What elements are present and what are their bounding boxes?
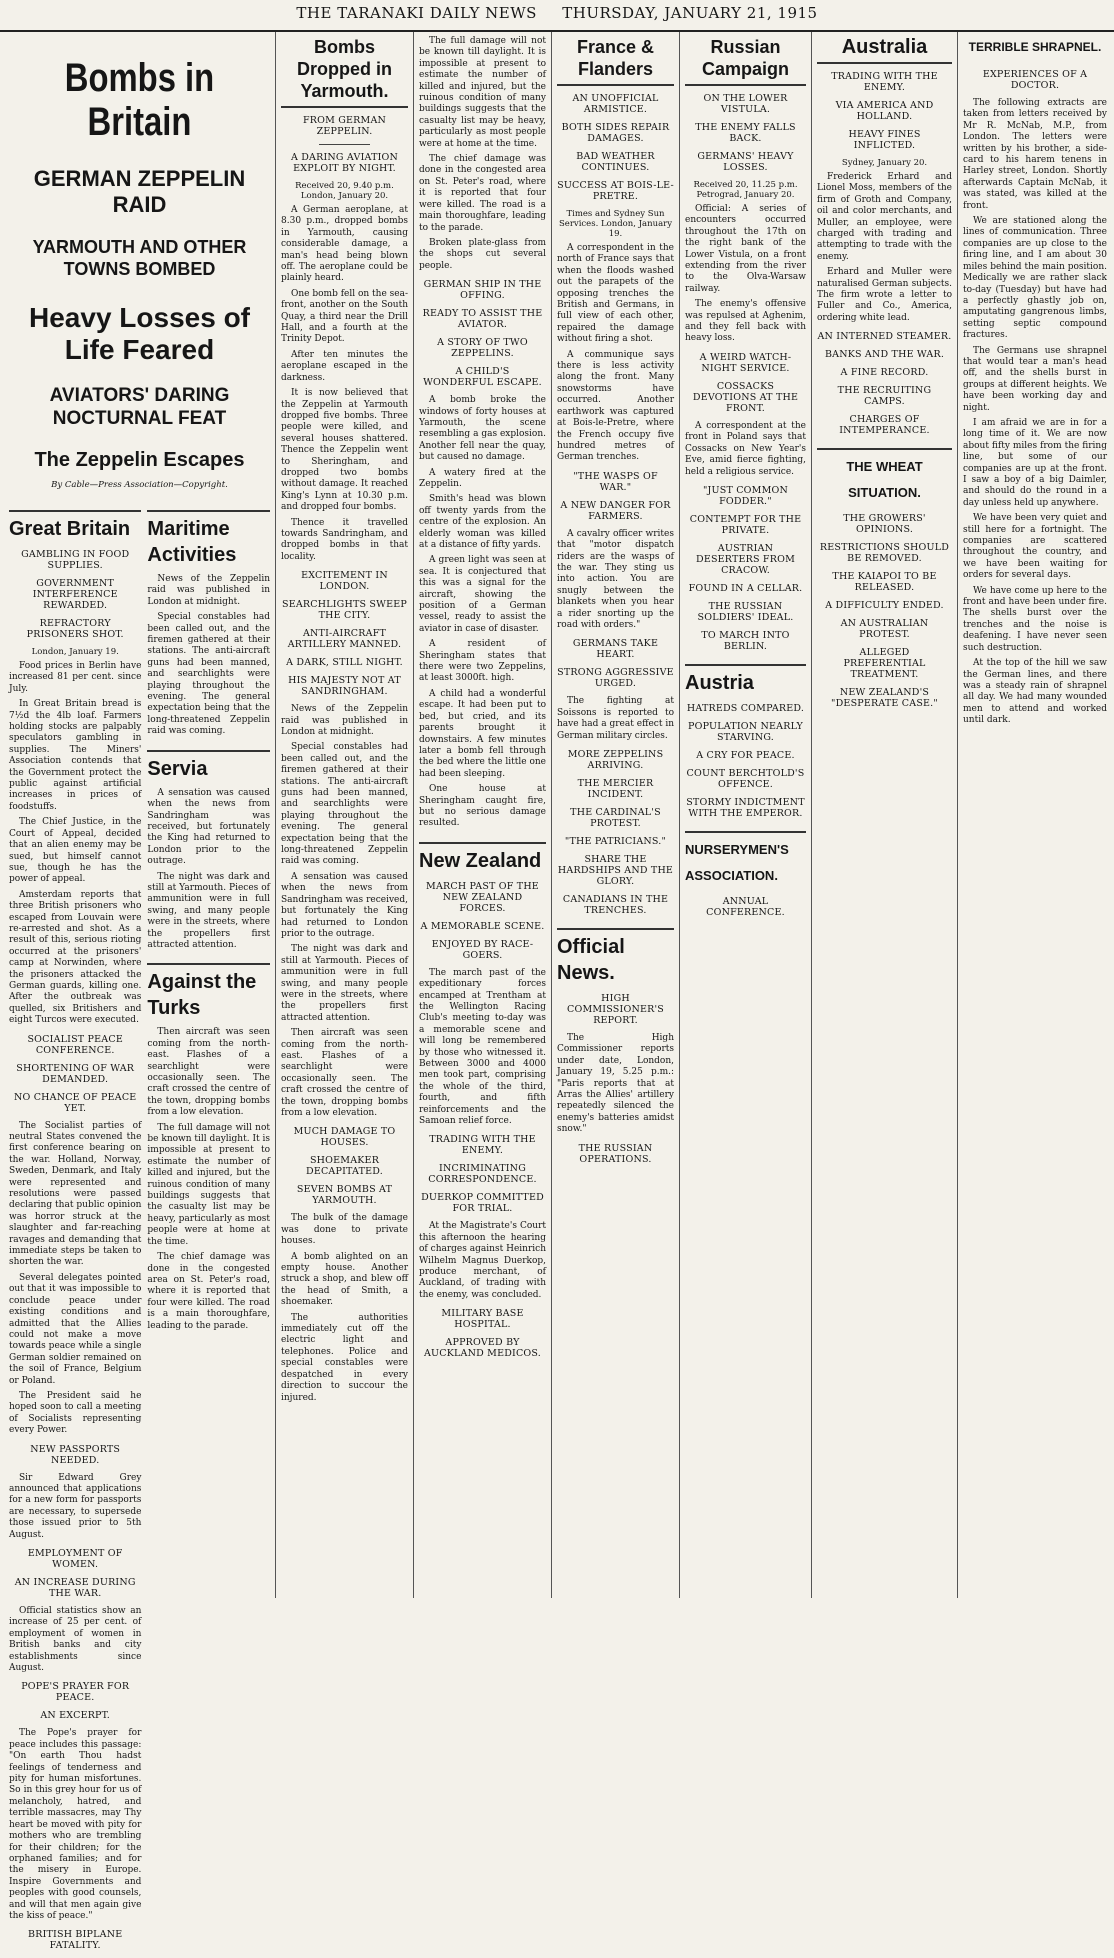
great-britain-block — [9, 498, 141, 1958]
heading-france-flanders: France & Flanders — [557, 36, 674, 86]
subhead: A DARING AVIATION EXPLOIT BY NIGHT. — [290, 152, 399, 174]
subhead: HIS MAJESTY NOT AT SANDRINGHAM. — [288, 675, 401, 698]
paragraph: A bomb alighted on an empty house. Another struck a shop, and blew off the head of Smith, a shoemaker. — [281, 1251, 408, 1308]
subhead: A MEMORABLE SCENE. — [420, 920, 545, 932]
subhead: RESTRICTIONS SHOULD BE REMOVED. — [819, 542, 950, 565]
subhead: THE ENEMY FALLS BACK. — [695, 122, 796, 144]
subhead: THE RECRUITING CAMPS. — [837, 385, 932, 408]
paragraph: At the Magistrate's Court this afternoon the hearing of charges against Heinrich Wilhelm Magnus Duerkop, produce merchant, of Auckland, of trading with the enemy, was concluded. — [419, 1221, 546, 1300]
subhead: THE KAIAPOI TO BE RELEASED. — [832, 571, 937, 594]
column-lead — [4, 32, 276, 1952]
section-great-britain: Great Britain — [9, 510, 141, 542]
paragraph: One house at Sheringham caught fire, but no serious damage resulted. — [419, 784, 546, 829]
lead-deck-yarmouth: YARMOUTH AND OTHER TOWNS BOMBED — [32, 237, 247, 279]
section-austria: Austria — [685, 664, 806, 696]
paragraph: A correspondent at the front in Poland says that Cossacks on New Year's Eve, amid fierce fighting, held a religious service. — [685, 420, 806, 477]
paragraph: The authorities immediately cut off the electric light and telephones. Police and special constables were despatched in every direction to succour the injured. — [281, 1312, 408, 1403]
paragraph: The bulk of the damage was done to private houses. — [281, 1213, 408, 1247]
subhead: "THE WASPS OF WAR." — [573, 470, 658, 493]
paragraph: A green light was seen at sea. It is conjectured that this was a signal for the aircraft, showing the position of a German vessel, ready to assist the aviator in case of disaster. — [419, 555, 546, 634]
paragraph: The High Commissioner reports under date, London, January 19, 5.25 p.m.: "Paris reports that at Arras the Allies' artillery repeatedly silenced the enemy's batteries amidst snow." — [557, 1033, 674, 1135]
subhead: HATREDS COMPARED. — [686, 702, 805, 714]
subhead: TO MARCH INTO BERLIN. — [701, 629, 790, 652]
subhead: ANNUAL CONFERENCE. — [706, 895, 785, 918]
paragraph: The full damage will not be known till daylight. It is impossible at present to estimate the number of killed and injured, but the ruinous condition of many buildings suggests that the casualty list may be heavy, particularly as most people were at home at the time. — [147, 1122, 270, 1247]
subhead: TRADING WITH THE ENEMY. — [429, 1134, 536, 1157]
dateline: Received 20, 9.40 p.m. London, January 20. — [295, 181, 394, 201]
subhead: POPE'S PRAYER FOR PEACE. — [21, 1681, 130, 1704]
subhead: A DARK, STILL NIGHT. — [286, 657, 403, 669]
subhead: SHOEMAKER DECAPITATED. — [306, 1155, 383, 1178]
subhead: VIA AMERICA AND HOLLAND. — [835, 100, 934, 122]
subhead: "THE PATRICIANS." — [564, 836, 667, 847]
subhead: AN AUSTRALIAN PROTEST. — [840, 618, 929, 641]
column-shrapnel — [958, 32, 1112, 1598]
subhead: AN UNOFFICIAL ARMISTICE. — [572, 93, 659, 115]
subhead: EXCITEMENT IN LONDON. — [301, 570, 388, 593]
paragraph: A communique says there is less activity along the front. Many snowstorms have occurred. Another earthwork was captured at Bois-le-Pretre, where the French occupy five hundred metres of German trenches. — [557, 349, 674, 463]
subhead: THE RUSSIAN OPERATIONS. — [578, 1142, 653, 1165]
subhead: SHORTENING OF WAR DEMANDED. — [16, 1062, 135, 1085]
paragraph: The full damage will not be known till daylight. It is impossible at present to estimate the number of killed and injured, but the ruinous condition of many buildings suggests that the casualty list may be heavy, particularly as most people were at home at the time. — [419, 36, 546, 149]
paragraph: Then aircraft was seen coming from the north-east. Flashes of a searchlight were occasionally seen. The craft crossed the centre of the town, dropping bombs from a low elevation. — [281, 1028, 408, 1118]
paragraph: Broken plate-glass from the shops cut several people. — [419, 237, 546, 271]
paragraph: At the top of the hill we saw the German lines, and there was a steady rain of shrapnel all day. We had many wounded men to attend and worked until dark. — [963, 658, 1107, 726]
paragraph: The fighting at Soissons is reported to have had a great effect in German military circles. — [557, 696, 674, 741]
paragraph: We have been very quiet and still here for a fortnight. The companies are scattered throughout the country, and we have been waiting for orders for several days. — [963, 513, 1107, 581]
subhead: A WEIRD WATCH-NIGHT SERVICE. — [699, 351, 792, 374]
heading-russian-campaign: Russian Campaign — [685, 36, 806, 86]
paragraph: A cavalry officer writes that "motor dispatch riders are the wasps of the war. They sting us into action. You are snugly between the blankets when you hear a rider snorting up the road with orders." — [557, 528, 674, 630]
heading-shrapnel: TERRIBLE SHRAPNEL. — [968, 40, 1102, 54]
subhead: CANADIANS IN THE TRENCHES. — [562, 894, 669, 916]
subhead: THE CARDINAL'S PROTEST. — [570, 807, 661, 829]
column-france-flanders — [552, 32, 680, 1598]
subhead: REFRACTORY PRISONERS SHOT. — [26, 618, 124, 640]
lead-headline: Bombs in Britain — [64, 56, 215, 144]
paragraph: Sir Edward Grey announced that applications for a new form for passports are necessary, to supersede those issued prior to 5th August. — [9, 1472, 142, 1540]
column-australia — [812, 32, 958, 1598]
paragraph: The night was dark and still at Yarmouth. Pieces of ammunition were in full swing, and many people were in the streets, where the propellers first attracted attention. — [147, 871, 270, 950]
subhead: A FINE RECORD. — [840, 367, 929, 379]
column-new-zealand — [414, 32, 552, 1598]
subhead: COUNT BERCHTOLD'S OFFENCE. — [686, 767, 805, 790]
subhead: A DIFFICULTY ENDED. — [825, 600, 944, 612]
paragraph: Erhard and Muller were naturalised German subjects. The firm wrote a letter to Fuller and Co., America, ordering white lead. — [817, 267, 952, 323]
section-turks: Against the Turks — [147, 963, 270, 1021]
paragraph: A child had a wonderful escape. It had been put to bed, but cried, and its parents brought it downstairs. A few minutes later a bomb fell through the bed where the little one had been sleeping. — [419, 688, 546, 779]
paragraph: The chief damage was done in the congested area on St. Peter's road, where it is reported that four were killed. The road is a main thoroughfare, leading to the parade. — [419, 154, 546, 233]
columns — [4, 32, 1112, 1952]
subhead: FROM GERMAN ZEPPELIN. — [302, 115, 387, 137]
subhead: AN INCREASE DURING THE WAR. — [14, 1577, 136, 1599]
subhead: DUERKOP COMMITTED FOR TRIAL. — [421, 1192, 544, 1215]
paragraph: Special constables had been called out, and the firemen gathered at their stations. The anti-aircraft guns had been manned, and searchlights were playing throughout the evening. The general expectation being that the long-threatened Zeppelin raid was coming. — [147, 612, 270, 737]
paragraph: Amsterdam reports that three British prisoners who escaped from Louvain were re-arrested and shot. As a result of this, serious rioting occurred at the prisoners' camp at Norwinden, where the prisoners attacked the German guards, killing one. After the outbreak was quelled, six Britishers and eight Turcos were executed. — [9, 889, 142, 1026]
subhead: AUSTRIAN DESERTERS FROM CRACOW. — [696, 542, 795, 576]
subhead: HIGH COMMISSIONER'S REPORT. — [567, 993, 664, 1026]
subhead: THE MERCIER INCIDENT. — [577, 778, 654, 800]
subhead: ALLEGED PREFERENTIAL TREATMENT. — [843, 647, 926, 681]
subhead: MARCH PAST OF THE NEW ZEALAND FORCES. — [426, 880, 539, 914]
subhead: A CRY FOR PEACE. — [696, 749, 795, 761]
subhead: FOUND IN A CELLAR. — [688, 582, 803, 594]
subhead: EXPERIENCES OF A DOCTOR. — [982, 69, 1088, 91]
subhead: NEW ZEALAND'S "DESPERATE CASE." — [831, 687, 938, 710]
paragraph: The Pope's prayer for peace includes this passage: "On earth Thou hadst feelings of tenderness and pity for human misfortunes. So in this grey hour for us of melancholy, hatred, and terrible massacres, may Thy heart be moved with pity for mothers who are trembling for their children; for the orphaned families; and for the misery in Europe. Inspire Governments and peoples with good counsels, and will that men again give the kiss of peace." — [9, 1728, 142, 1921]
subhead: BANKS AND THE WAR. — [824, 349, 945, 361]
subhead: GERMANS' HEAVY LOSSES. — [697, 151, 794, 173]
paragraph: News of the Zeppelin raid was published in London at midnight. — [147, 574, 270, 607]
subhead: MILITARY BASE HOSPITAL. — [441, 1308, 524, 1331]
lead-deck-aviators: AVIATORS' DARING NOCTURNAL FEAT — [49, 385, 230, 429]
paragraph: A bomb broke the windows of forty houses at Yarmouth, the scene resembling a gas explosion. Another fell near the quay, but caused no damage. — [419, 395, 546, 463]
subhead: ENJOYED BY RACE-GOERS. — [431, 938, 534, 961]
subhead: A CHILD'S WONDERFUL ESCAPE. — [423, 366, 542, 389]
subhead: APPROVED BY AUCKLAND MEDICOS. — [423, 1337, 542, 1360]
subhead: THE RUSSIAN SOLDIERS' IDEAL. — [697, 600, 794, 623]
paragraph: News of the Zeppelin raid was published in London at midnight. — [281, 704, 408, 737]
heading-yarmouth: Bombs Dropped in Yarmouth. — [281, 36, 408, 108]
subhead: HEAVY FINES INFLICTED. — [848, 129, 921, 151]
paragraph: A German aeroplane, at 8.30 p.m., dropped bombs in Yarmouth, causing considerable damage, a man's head being blown off. The aeroplane could be plainly heard. — [281, 205, 408, 284]
dateline: London, January 19. — [31, 647, 119, 657]
paragraph: In Great Britain bread is 7½d the 4lb loaf. Farmers holding stocks are palpably speculators gambling in supplies. The Miners' Association contends that the Government protect the public against artificial increases in prices of foodstuffs. — [9, 699, 142, 812]
paragraph: A correspondent in the north of France says that when the floods washed out the parapets of the opposing trenches the British and Germans, in full view of each other, repaired the damage without firing a shot. — [557, 243, 674, 345]
section-wheat: THE WHEAT SITUATION. — [817, 448, 952, 506]
dateline: Received 20, 11.25 p.m. Petrograd, January 20. — [693, 180, 798, 200]
subhead: A STORY OF TWO ZEPPELINS. — [437, 337, 528, 360]
subhead: GAMBLING IN FOOD SUPPLIES. — [21, 549, 130, 571]
subhead: SHARE THE HARDSHIPS AND THE GLORY. — [557, 854, 674, 887]
subhead: A NEW DANGER FOR FARMERS. — [560, 499, 671, 522]
section-new-zealand: New Zealand — [419, 842, 546, 874]
masthead-paper: THE TARANAKI DAILY NEWS — [296, 4, 537, 22]
subhead: THE GROWERS' OPINIONS. — [843, 513, 926, 536]
subhead: EMPLOYMENT OF WOMEN. — [27, 1548, 123, 1570]
paragraph: Food prices in Berlin have increased 81 per cent. since July. — [9, 661, 142, 694]
paragraph: The march past of the expeditionary forces encamped at Trentham at the Wellington Racing Club's meeting to-day was a memorable scene and will long be remembered by those who witnessed it. Between 3000 and 4000 men took part, comprising the whole of the third, fourth, and fifth reinforcements and the Samoan relief force. — [419, 967, 546, 1127]
lead-byline: By Cable—Press Association—Copyright. — [51, 480, 228, 490]
paragraph: The enemy's offensive was repulsed at Aghenim, and they fell back with heavy loss. — [685, 299, 806, 344]
subhead: NEW PASSPORTS NEEDED. — [30, 1443, 121, 1466]
subhead: TRADING WITH THE ENEMY. — [831, 71, 938, 93]
paragraph: Frederick Erhard and Lionel Moss, members of the firm of Groth and Company, oil and color merchants, and Muller, an employee, were charged with trading and attempting to trade with the enemy. — [817, 172, 952, 262]
heading-australia: Australia — [817, 36, 952, 64]
continued-block — [147, 498, 270, 1958]
subhead: AN EXCERPT. — [40, 1710, 111, 1722]
subhead: BAD WEATHER CONTINUES. — [576, 151, 655, 173]
paragraph: A sensation was caused when the news from Sandringham was received, but fortunately the King had returned to London prior to the outrage. — [147, 787, 270, 867]
subhead: BRITISH BIPLANE FATALITY. — [28, 1929, 123, 1952]
section-official-news: Official News. — [557, 928, 674, 986]
masthead — [0, 4, 1114, 32]
subhead: "JUST COMMON FODDER." — [702, 484, 789, 507]
subhead: SEVEN BOMBS AT YARMOUTH. — [296, 1184, 393, 1207]
paragraph: Thence it travelled towards Sandringham, and dropped bombs in that locality. — [281, 517, 408, 562]
paragraph: A watery fired at the Zeppelin. — [419, 467, 546, 489]
paragraph: The Socialist parties of neutral States convened the first conference bearing on the war. Holland, Norway, Sweden, Denmark, and Italy were represented and resolutions were passed declaring that public opinion was horror struck at the slaughter and far-reaching ravages and demanding that immediate steps be taken to shorten the war. — [9, 1120, 142, 1268]
paragraph: The Germans use shrapnel that would tear a man's head off, and the shells burst in groups at different heights. We have been working day and night. — [963, 345, 1107, 413]
subhead: READY TO ASSIST THE AVIATOR. — [422, 308, 543, 331]
section-nurserymen: NURSERYMEN'S ASSOCIATION. — [685, 831, 806, 889]
subhead: STORMY INDICTMENT WITH THE EMPEROR. — [686, 796, 805, 819]
paragraph: Official statistics show an increase of 25 per cent. of employment of women in British banks and city establishments since August. — [9, 1606, 142, 1674]
lead-deck-heavy-losses: Heavy Losses of Life Feared — [29, 302, 250, 365]
paragraph: The following extracts are taken from letters received by Mr R. McNab, M.P., from London. The letters were written by his brother, a side-card to his harem tenens in Harley street, London. Shortly afterwards Captain McNab, it was stated, was killed at the front. — [963, 98, 1107, 211]
subhead: CONTEMPT FOR THE PRIVATE. — [689, 513, 802, 536]
subhead: ON THE LOWER VISTULA. — [703, 93, 788, 115]
paragraph: Several delegates pointed out that it was impossible to conclude peace under existing conditions and admitted that the Allies could not make a move towards peace while a single German soldier remained on the soil of France, Belgium or Poland. — [9, 1272, 142, 1386]
subhead: SOCIALIST PEACE CONFERENCE. — [27, 1033, 123, 1056]
paragraph: A sensation was caused when the news from Sandringham was received, but fortunately the King had returned to London prior to the outrage. — [281, 871, 408, 939]
subhead: NO CHANCE OF PEACE YET. — [13, 1091, 137, 1114]
subhead: AN INTERNED STEAMER. — [817, 331, 952, 343]
lead-deck-escapes: The Zeppelin Escapes — [34, 449, 245, 471]
subhead: STRONG AGGRESSIVE URGED. — [557, 667, 674, 690]
paragraph: Then aircraft was seen coming from the north-east. Flashes of a searchlight were occasionally seen. The craft crossed the centre of the town, dropping bombs from a low elevation. — [147, 1027, 270, 1118]
paragraph: The night was dark and still at Yarmouth. Pieces of ammunition were in full swing, and many people were in the streets, where the propellers first attracted attention. — [281, 944, 408, 1023]
column-russian-campaign — [680, 32, 812, 1598]
paragraph: A resident of Sheringham states that there were two Zeppelins, at least 3000ft. high. — [419, 639, 546, 684]
paragraph: After ten minutes the aeroplane escaped in the darkness. — [281, 349, 408, 383]
dateline: Times and Sydney Sun Services. London, January 19. — [558, 209, 673, 239]
paragraph: Special constables had been called out, and the firemen gathered at their stations. The anti-aircraft guns had been manned, and searchlights were playing throughout the evening. The general expectation being that the long-threatened Zeppelin raid was coming. — [281, 742, 408, 867]
subhead: POPULATION NEARLY STARVING. — [688, 720, 803, 743]
subhead: ANTI-AIRCRAFT ARTILLERY MANNED. — [287, 628, 402, 651]
subhead: BOTH SIDES REPAIR DAMAGES. — [561, 122, 670, 144]
column-yarmouth — [276, 32, 414, 1598]
dateline: Sydney, January 20. — [841, 158, 928, 168]
paragraph: We have come up here to the front and have been under fire. The shells burst over the trenches and the noise is deafening. I have never seen such destruction. — [963, 585, 1107, 653]
subhead: CHARGES OF INTEMPERANCE. — [839, 414, 930, 437]
subhead: MORE ZEPPELINS ARRIVING. — [567, 749, 664, 771]
paragraph: The President said he hoped soon to call a meeting of Socialists representing every Power. — [9, 1390, 142, 1436]
subhead: COSSACKS DEVOTIONS AT THE FRONT. — [692, 380, 799, 414]
subhead: GOVERNMENT INTERFERENCE REWARDED. — [32, 578, 118, 611]
paragraph: The chief damage was done in the congested area on St. Peter's road, where it is reported that four were killed. The road is a main thoroughfare, leading to the parade. — [147, 1252, 270, 1331]
paragraph: It is now believed that the Zeppelin at Yarmouth dropped five bombs. Three people were killed, and several houses shattered. Thence the Zeppelin went to Sheringham, and dropped two bombs without damage. It reached King's Lynn at 10.30 p.m. and dropped four bombs. — [281, 388, 408, 513]
subhead: MUCH DAMAGE TO HOUSES. — [293, 1126, 396, 1149]
subhead: SEARCHLIGHTS SWEEP THE CITY. — [282, 599, 407, 622]
paragraph: I am afraid we are in for a long time of it. We are now about fifty miles from the firing line, but some of our companies are up at the front. I saw a boy of a big Daimler, and should do the round in a day unless held up anywhere. — [963, 417, 1107, 508]
paragraph: Smith's head was blown off twenty yards from the centre of the explosion. An elderly woman was killed at a distance of fifty yards. — [419, 494, 546, 550]
masthead-date: THURSDAY, JANUARY 21, 1915 — [562, 4, 818, 22]
section-servia: Servia — [147, 750, 270, 782]
paragraph: The Chief Justice, in the Court of Appeal, decided that an alien enemy may be sued, but himself cannot sue, though he has the power of appeal. — [9, 817, 142, 885]
section-maritime: Maritime Activities — [147, 510, 270, 568]
lead-deck-zeppelin-raid: GERMAN ZEPPELIN RAID — [33, 166, 246, 217]
paragraph: We are stationed along the lines of communication. Three companies are up close to the firing line, and I am about 30 miles behind the main position. Medically we are rather slack to-day (Tuesday) but have had a perfectly ghastly job on, amputating gangrenous limbs, setting septic compound fractures. — [963, 216, 1107, 341]
subhead: INCRIMINATING CORRESPONDENCE. — [428, 1163, 537, 1186]
subhead: GERMAN SHIP IN THE OFFING. — [423, 279, 542, 302]
subhead: SUCCESS AT BOIS-LE-PRETRE. — [557, 180, 674, 202]
subhead: GERMANS TAKE HEART. — [572, 638, 659, 661]
paragraph: Official: A series of encounters occurred throughout the 17th on the right bank of the Lower Vistula, on a front extending from the river to the Olva-Warsaw railway. — [685, 204, 806, 294]
paragraph: One bomb fell on the sea-front, another on the South Quay, a third near the Drill Hall, and a fourth at the Trinity Depot. — [281, 288, 408, 345]
